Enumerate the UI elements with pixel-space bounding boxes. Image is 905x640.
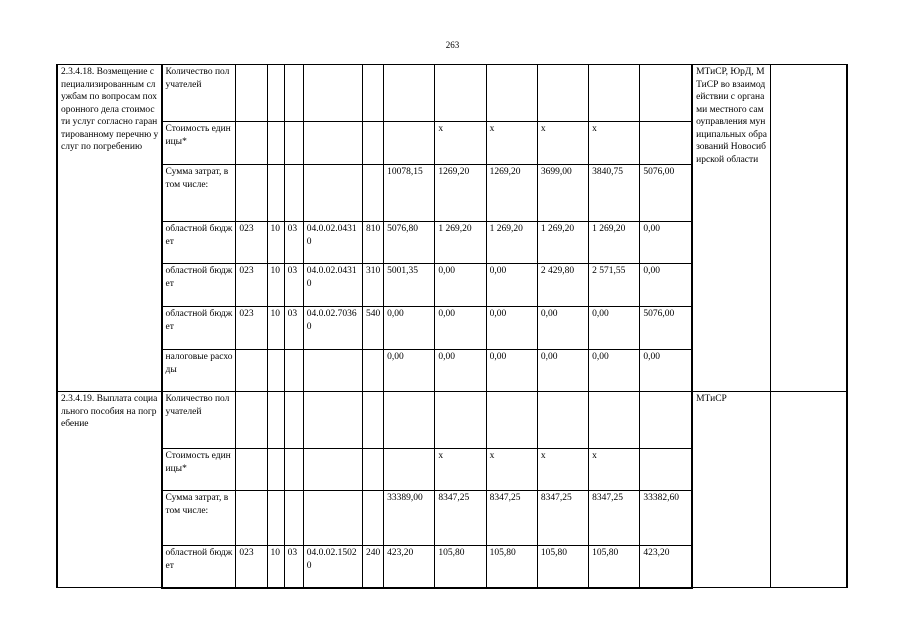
cell-label: Стоимость единицы* (162, 449, 236, 491)
cell-v4 (537, 392, 588, 449)
table-row (57, 65, 847, 122)
cell-v4: х (537, 449, 588, 491)
cell-rz (267, 392, 284, 449)
cell-v3: 0,00 (486, 264, 537, 307)
cell-grbs (236, 449, 267, 491)
cell-rz: 10 (267, 264, 284, 307)
cell-vr: 310 (363, 264, 384, 307)
cell-pr: 03 (284, 307, 303, 350)
cell-v2: 1 269,20 (435, 222, 486, 264)
activity-title: 2.3.4.18. Возмещение специализированным службам по вопросам похоронного дела стоимости услуг согласно гарантированному перечню услуг по погребению (57, 65, 162, 392)
cell-csr (303, 392, 362, 449)
cell-v5: х (589, 122, 640, 165)
cell-label: областной бюджет (162, 307, 236, 350)
cell-pr (284, 165, 303, 222)
cell-v4: 3699,00 (537, 165, 588, 222)
cell-grbs: 023 (236, 307, 267, 350)
cell-v1 (384, 122, 435, 165)
cell-pr: 03 (284, 264, 303, 307)
cell-v1 (384, 392, 435, 449)
cell-v1 (384, 449, 435, 491)
cell-v1: 33389,00 (384, 491, 435, 546)
cell-v6: 0,00 (640, 264, 692, 307)
page-number: 263 (445, 40, 460, 50)
cell-v6: 0,00 (640, 350, 692, 392)
cell-v3: 0,00 (486, 350, 537, 392)
cell-csr (303, 350, 362, 392)
cell-grbs (236, 122, 267, 165)
cell-vr: 240 (363, 546, 384, 588)
cell-vr (363, 449, 384, 491)
cell-v3: 8347,25 (486, 491, 537, 546)
cell-csr: 04.0.02.04310 (303, 264, 362, 307)
cell-vr: 540 (363, 307, 384, 350)
cell-v4: 1 269,20 (537, 222, 588, 264)
cell-v2: х (435, 122, 486, 165)
cell-vr (363, 350, 384, 392)
cell-pr (284, 65, 303, 122)
cell-v5 (589, 65, 640, 122)
cell-v6: 423,20 (640, 546, 692, 588)
cell-csr: 04.0.02.04310 (303, 222, 362, 264)
cell-v2: 105,80 (435, 546, 486, 588)
cell-v5 (589, 392, 640, 449)
cell-v5: 2 571,55 (589, 264, 640, 307)
cell-v2 (435, 392, 486, 449)
cell-grbs: 023 (236, 546, 267, 588)
program-table (56, 64, 848, 589)
cell-grbs (236, 165, 267, 222)
cell-v1: 5001,35 (384, 264, 435, 307)
cell-v4: 0,00 (537, 350, 588, 392)
activity-title: 2.3.4.19. Выплата социального пособия на погребение (57, 392, 162, 588)
cell-pr (284, 449, 303, 491)
cell-csr (303, 165, 362, 222)
cell-pr (284, 122, 303, 165)
cell-grbs: 023 (236, 222, 267, 264)
cell-v1 (384, 65, 435, 122)
cell-v6 (640, 65, 692, 122)
cell-grbs (236, 392, 267, 449)
cell-v2: 1269,20 (435, 165, 486, 222)
cell-v4: 105,80 (537, 546, 588, 588)
notes-cell (771, 65, 848, 392)
cell-vr: 810 (363, 222, 384, 264)
cell-label: областной бюджет (162, 222, 236, 264)
cell-v1: 0,00 (384, 307, 435, 350)
cell-vr (363, 392, 384, 449)
cell-csr: 04.0.02.15020 (303, 546, 362, 588)
cell-v3 (486, 392, 537, 449)
cell-v1: 423,20 (384, 546, 435, 588)
cell-v2: 0,00 (435, 264, 486, 307)
cell-label: Стоимость единицы* (162, 122, 236, 165)
cell-v3: 105,80 (486, 546, 537, 588)
table-row (57, 392, 847, 449)
cell-rz: 10 (267, 222, 284, 264)
cell-grbs (236, 65, 267, 122)
cell-v2: х (435, 449, 486, 491)
cell-v4: 2 429,80 (537, 264, 588, 307)
responsible-executor: МТиСР, ЮрД, МТиСР во взаимодействии с органами местного самоуправления муниципальных образований Новосибирской области (692, 65, 770, 392)
cell-label: Количество получателей (162, 392, 236, 449)
cell-vr (363, 65, 384, 122)
cell-v4: 8347,25 (537, 491, 588, 546)
cell-v4 (537, 65, 588, 122)
cell-v3: 1 269,20 (486, 222, 537, 264)
cell-rz (267, 165, 284, 222)
cell-v5: 8347,25 (589, 491, 640, 546)
cell-v6 (640, 449, 692, 491)
cell-v3 (486, 65, 537, 122)
cell-rz (267, 65, 284, 122)
cell-label: Сумма затрат, в том числе: (162, 165, 236, 222)
cell-v5: х (589, 449, 640, 491)
cell-v1: 5076,80 (384, 222, 435, 264)
cell-vr (363, 122, 384, 165)
cell-v6: 5076,00 (640, 165, 692, 222)
cell-v6: 33382,60 (640, 491, 692, 546)
cell-v1: 10078,15 (384, 165, 435, 222)
cell-pr (284, 392, 303, 449)
notes-cell (771, 392, 848, 588)
cell-label: налоговые расходы (162, 350, 236, 392)
cell-v3: х (486, 449, 537, 491)
cell-v6: 5076,00 (640, 307, 692, 350)
cell-pr: 03 (284, 222, 303, 264)
cell-label: областной бюджет (162, 264, 236, 307)
cell-rz (267, 350, 284, 392)
cell-v2: 0,00 (435, 307, 486, 350)
cell-vr (363, 491, 384, 546)
cell-pr (284, 350, 303, 392)
cell-v6 (640, 122, 692, 165)
cell-v6: 0,00 (640, 222, 692, 264)
cell-v5: 1 269,20 (589, 222, 640, 264)
cell-csr: 04.0.02.70360 (303, 307, 362, 350)
cell-v5: 3840,75 (589, 165, 640, 222)
cell-grbs (236, 350, 267, 392)
cell-v2: 8347,25 (435, 491, 486, 546)
cell-csr (303, 122, 362, 165)
cell-v5: 0,00 (589, 350, 640, 392)
responsible-executor: МТиСР (692, 392, 770, 588)
cell-v5: 105,80 (589, 546, 640, 588)
cell-grbs (236, 491, 267, 546)
cell-csr (303, 491, 362, 546)
cell-rz (267, 491, 284, 546)
cell-v6 (640, 392, 692, 449)
cell-csr (303, 449, 362, 491)
cell-label: Сумма затрат, в том числе: (162, 491, 236, 546)
cell-label: областной бюджет (162, 546, 236, 588)
cell-pr: 03 (284, 546, 303, 588)
cell-rz: 10 (267, 546, 284, 588)
cell-v3: 0,00 (486, 307, 537, 350)
cell-rz (267, 122, 284, 165)
cell-v5: 0,00 (589, 307, 640, 350)
cell-v2 (435, 65, 486, 122)
cell-vr (363, 165, 384, 222)
cell-grbs: 023 (236, 264, 267, 307)
cell-rz: 10 (267, 307, 284, 350)
cell-csr (303, 65, 362, 122)
cell-v4: 0,00 (537, 307, 588, 350)
cell-v2: 0,00 (435, 350, 486, 392)
cell-v1: 0,00 (384, 350, 435, 392)
cell-v3: х (486, 122, 537, 165)
cell-rz (267, 449, 284, 491)
cell-pr (284, 491, 303, 546)
cell-v4: х (537, 122, 588, 165)
cell-v3: 1269,20 (486, 165, 537, 222)
cell-label: Количество получателей (162, 65, 236, 122)
